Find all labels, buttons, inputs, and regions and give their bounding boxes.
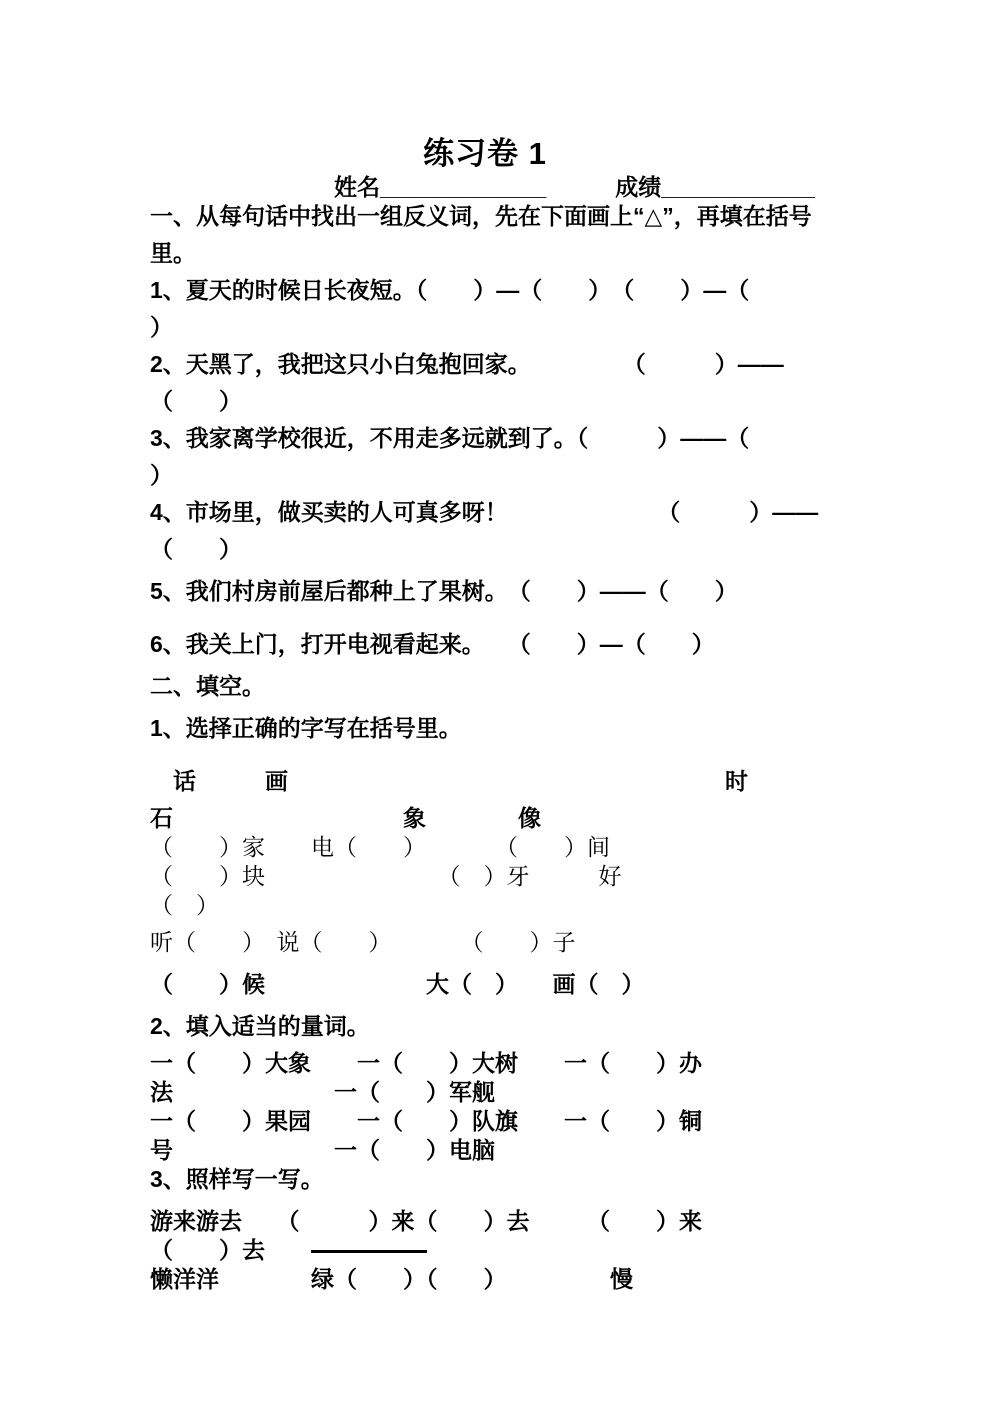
item-6	[150, 630, 1000, 659]
doc-line-text: 二、填空。	[150, 673, 265, 699]
blank-rule-line	[311, 1250, 427, 1253]
doc-line-text: 石 象 像	[150, 805, 541, 831]
doc-line-text: 一、从每句话中找出一组反义词，先在下面画上“△”，再填在括号	[150, 203, 812, 229]
doc-line-text: （ ）候 大（ ） 画（ ）	[150, 971, 645, 997]
doc-line-text: 3、照样写一写。	[150, 1166, 324, 1192]
item-4-wrap	[150, 535, 1000, 564]
char-fill-row-3	[150, 891, 1000, 920]
name-score-line	[150, 173, 1000, 202]
section-2-q2-prompt	[150, 1012, 1000, 1041]
item-1	[150, 276, 1000, 305]
item-5	[150, 577, 1000, 606]
pattern-row-1-wrap	[150, 1236, 1000, 1265]
char-choice-row-1	[150, 767, 1000, 796]
section-1-header	[150, 202, 1000, 231]
item-3	[150, 424, 1000, 453]
measure-word-row-2-wrap	[150, 1136, 1000, 1165]
doc-line-text: 懒洋洋 绿（ ）（ ） 慢	[150, 1266, 633, 1292]
item-1-wrap	[150, 313, 1000, 342]
char-fill-row-4	[150, 928, 1000, 957]
char-fill-row-5	[150, 970, 1000, 999]
doc-line-text: 4、市场里，做买卖的人可真多呀！ （ ）——	[150, 499, 819, 525]
doc-line-text: （ ）	[150, 892, 219, 918]
doc-line-text: （ ）家 电（ ） （ ）间	[150, 834, 610, 860]
doc-line-text: （ ）	[150, 388, 242, 414]
doc-line-text: （ ）去	[150, 1237, 311, 1263]
doc-line-text: 2、天黑了，我把这只小白兔抱回家。 （ ）——	[150, 351, 784, 377]
char-fill-row-1	[150, 833, 1000, 862]
doc-line-text: 号 一（ ）电脑	[150, 1137, 495, 1163]
measure-word-row-1	[150, 1049, 1000, 1078]
doc-line-text: （ ）	[150, 536, 242, 562]
doc-line-text: （ ）块 （ ）牙 好	[150, 863, 622, 889]
item-2-wrap	[150, 387, 1000, 416]
doc-line-text: 听（ ） 说（ ） （ ）子	[150, 929, 576, 955]
doc-line-text: 法 一（ ）军舰	[150, 1079, 495, 1105]
doc-line-text: 1、夏天的时候日长夜短。（ ）—（ ） （ ）—（	[150, 277, 750, 303]
doc-line-text: 1、选择正确的字写在括号里。	[150, 715, 462, 741]
doc-line-text: 2、填入适当的量词。	[150, 1013, 370, 1039]
doc-line-text: 话 画 时	[150, 768, 748, 794]
measure-word-row-2	[150, 1107, 1000, 1136]
section-2-q3-prompt	[150, 1165, 1000, 1194]
section-1-header-wrap	[150, 239, 1000, 268]
doc-line-text: 一（ ）大象 一（ ）大树 一（ ）办	[150, 1050, 702, 1076]
section-2-header	[150, 672, 1000, 701]
doc-line-text: 里。	[150, 240, 196, 266]
doc-line-text: 游来游去 （ ）来（ ）去 （ ）来	[150, 1208, 702, 1234]
char-choice-row-2	[150, 804, 1000, 833]
item-2	[150, 350, 1000, 379]
item-4	[150, 498, 1000, 527]
item-3-wrap	[150, 461, 1000, 490]
section-2-q1-prompt	[150, 714, 1000, 743]
doc-line-text: 6、我关上门，打开电视看起来。 （ ）—（ ）	[150, 631, 715, 657]
pattern-row-1	[150, 1207, 1000, 1236]
doc-line-text: ）	[150, 314, 173, 340]
measure-word-row-1-wrap	[150, 1078, 1000, 1107]
doc-line-text: 姓名_____________ 成绩____________	[150, 174, 815, 200]
page-title: 练习卷 1	[423, 136, 547, 171]
doc-line-text: 5、我们村房前屋后都种上了果树。 （ ）——（ ）	[150, 578, 738, 604]
doc-line-text: ）	[150, 462, 173, 488]
doc-line-text: 一（ ）果园 一（ ）队旗 一（ ）铜	[150, 1108, 702, 1134]
worksheet-lines	[150, 173, 1000, 1294]
pattern-row-2	[150, 1265, 1000, 1294]
char-fill-row-2	[150, 862, 1000, 891]
doc-line-text: 3、我家离学校很近，不用走多远就到了。（ ）——（	[150, 425, 750, 451]
